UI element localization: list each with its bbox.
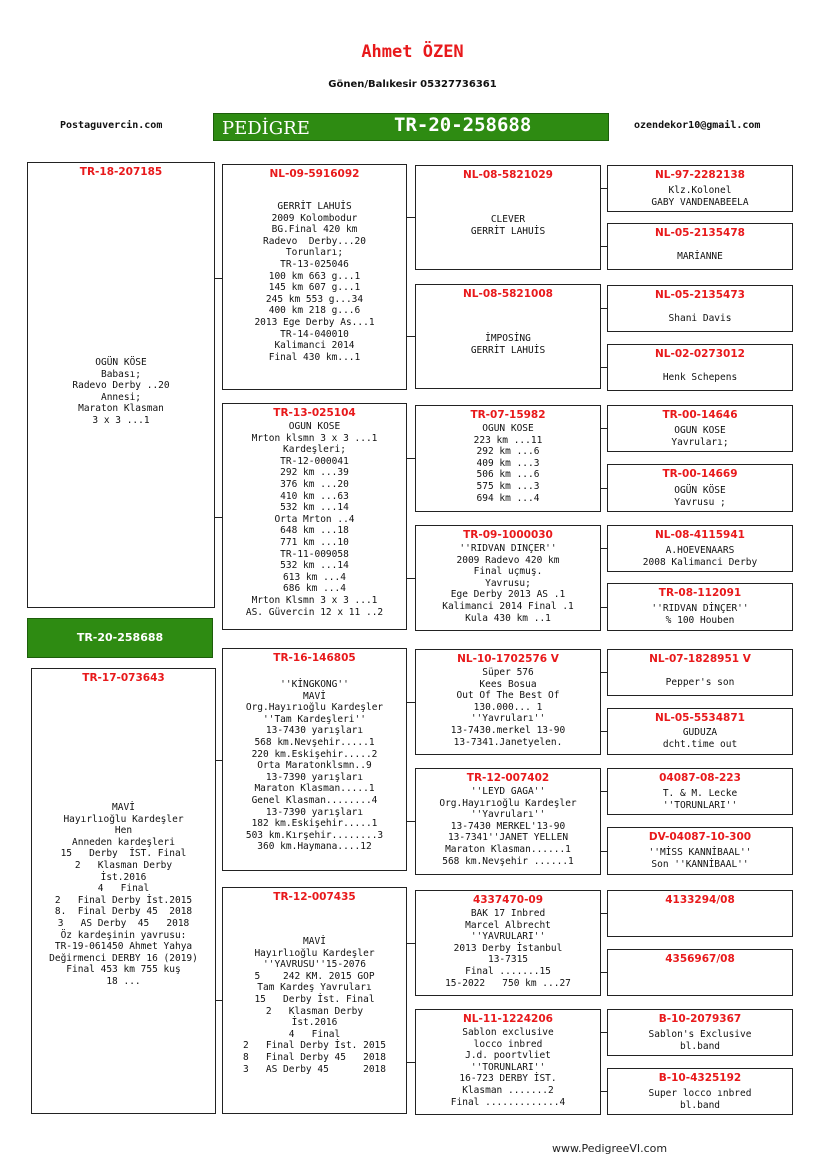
gen4-ring: B-10-4325192 [658,1072,742,1084]
gen3-text: İMPOSİNG GERRİT LAHUİS [470,333,546,356]
gen4-text: GUDUZA dcht.time out [662,727,738,750]
gen3-ring: TR-12-007402 [466,772,550,784]
gen3-box [415,649,601,755]
gen4-box [607,708,793,755]
connector-line [601,913,607,914]
email-label: ozendekor10@gmail.com [634,120,761,131]
gen3-text: CLEVER GERRİT LAHUİS [470,214,546,237]
connector-line [601,428,607,429]
gen3-box [415,1009,601,1115]
gen4-ring: NL-05-2135478 [655,227,745,239]
gen4-box [607,1068,793,1115]
gen4-text: T. & M. Lecke ''TORUNLARI'' [662,788,738,811]
gen4-text: Super locco ınbred bl.band [648,1088,752,1111]
connector-line [601,1032,607,1033]
connector-line [601,972,607,973]
gen3-ring: TR-09-1000030 [463,529,553,541]
connector-line [601,488,607,489]
gen4-box [607,405,793,452]
gen4-text: ''RIDVAN DİNÇER'' % 100 Houben [651,603,749,626]
gen3-text: ''RIDVAN DINÇER'' 2009 Radevo 420 km Final uçmuş. Yavrusu; Ege Derby 2013 AS .1 Kalimanci 2014 Final .1 Kula 430 km ..1 [442,543,574,624]
gen4-ring: B-10-2079367 [658,1013,742,1025]
connector-line [601,188,607,189]
connector-line [407,821,415,822]
gen4-text: Sablon's Exclusive bl.band [648,1029,752,1052]
gen4-box [607,583,793,631]
gen3-text: Sablon exclusive locco inbred J.d. poortvliet ''TORUNLARI'' 16-723 DERBY İST. Klasman .......2 Final .............4 [450,1027,566,1108]
gen2-box [222,648,407,871]
banner-ring: TR-20-258688 [394,114,532,136]
connector-line [601,367,607,368]
footer-brand: www.PedigreeVI.com [552,1142,668,1155]
gen4-ring: TR-00-14669 [662,468,738,480]
gen2-text: MAVİ Hayırlıoğlu Kardeşler ''YAVRUSU''15-2076 5 242 KM. 2015 GOP Tam Kardeş Yavruları 15 Derby İst. Final 2 Klasman Derby İst.2016 4 Final 2 Final Derby İst. 2015 8 Final Derby 45 2018 3 AS Derby 45 2018 [243,936,386,1075]
connector-line [601,851,607,852]
gen4-text: Shani Davis [668,313,732,324]
gen4-ring: NL-97-2282138 [655,169,745,181]
gen3-text: OGUN KOSE 223 km ...11 292 km ...6 409 km ...3 506 km ...6 575 km ...3 694 km ...4 [473,423,543,504]
connector-line [601,246,607,247]
connector-line [407,1062,415,1063]
gen3-ring: 4337470-09 [472,894,544,906]
connector-line [407,943,415,944]
gen4-text: OGÜN KÖSE Yavrusu ; [674,485,726,508]
gen4-ring: 4356967/08 [665,953,735,965]
connector-line [407,458,415,459]
gen4-box [607,649,793,696]
gen4-box [607,1009,793,1056]
breeder-contact: Gönen/Balıkesir 05327736361 [328,79,497,90]
gen4-text: Klz.Kolonel GABY VANDENABEELA [651,185,749,208]
gen4-ring: NL-05-2135473 [655,289,745,301]
gen3-text: ''LEYD GAGA'' Org.Hayırıoğlu Kardeşler ''Yavruları'' 13-7430 MERKEL'13-90 13-7341''JANET YELLEN Maraton Klasman......1 568 km.Nevşehir ......1 [439,786,577,867]
gen2-text: OGUN KOSE Mrton klsmn 3 x 3 ...1 Kardeşleri; TR-12-000041 292 km ...39 376 km ...20 410 km ...63 532 km ...14 Orta Mrton ..4 648 km ...18 771 km ...10 TR-11-009058 532 km ...14 613 km ...4 686 km ...4 Mrton Klsmn 3 x 3 ...1 AS. Güvercin 12 x 11 ..2 [245,421,384,618]
gen4-text: Pepper's son [665,677,735,688]
gen4-ring: TR-08-112091 [658,587,742,599]
sire-box [27,162,215,608]
gen4-text: Henk Schepens [662,372,738,383]
connector-line [215,517,222,518]
gen4-box [607,768,793,815]
gen4-box [607,165,793,212]
gen2-box [222,887,407,1114]
connector-line [407,336,415,337]
gen3-box [415,768,601,875]
gen4-box [607,525,793,572]
gen4-box [607,949,793,996]
gen3-box [415,525,601,631]
connector-line [407,578,415,579]
gen3-box [415,405,601,512]
gen4-text: A.HOEVENAARS 2008 Kalimanci Derby [642,545,758,568]
gen2-ring: TR-16-146805 [273,652,356,664]
gen4-ring: NL-05-5534871 [655,712,745,724]
gen3-ring: TR-07-15982 [470,409,546,421]
connector-line [601,607,607,608]
gen4-text: MARİANNE [677,251,723,262]
connector-line [601,672,607,673]
gen3-ring: NL-08-5821008 [463,288,553,300]
gen4-ring: NL-08-4115941 [655,529,745,541]
subject-ring-box: TR-20-258688 [27,618,213,658]
gen4-box [607,344,793,391]
gen3-box [415,284,601,389]
gen4-box [607,890,793,937]
gen4-text: OGUN KOSE Yavruları; [671,425,729,448]
gen3-ring: NL-08-5821029 [463,169,553,181]
connector-line [216,1000,222,1001]
connector-line [216,760,222,761]
pedigree-banner [213,113,609,141]
gen4-ring: DV-04087-10-300 [648,831,752,843]
gen4-ring: NL-07-1828951 V [649,653,751,665]
gen4-box [607,464,793,512]
banner-word: PEDİGRE [222,118,310,139]
gen2-ring: TR-13-025104 [273,407,356,419]
gen2-ring: NL-09-5916092 [269,168,360,180]
gen3-box [415,890,601,996]
gen2-text: ''KİNGKONG'' MAVİ Org.Hayırıoğlu Kardeşler ''Tam Kardeşleri'' 13-7430 yarışları 568 km.Nevşehir.....1 220 km.Eskişehir.....2 Orta Maratonklsmn..9 13-7390 yarışları Maraton Klasman.....1 Genel Klasman........4 13-7390 yarışları 182 km.Eskişehir.....1 503 km.Kırşehir........3 360 km.Haymana....12 [245,679,384,853]
gen2-box [222,164,407,390]
dam-text: MAVİ Hayırlıoğlu Kardeşler Hen Anneden kardeşleri 15 Derby İST. Final 2 Klasman Derby İst.2016 4 Final 2 Final Derby İst.2015 8. Final Derby 45 2018 3 AS Derby 45 2018 Öz kardeşinin yavrusu: TR-19-061450 Ahmet Yahya Değirmenci DERBY 16 (2019) Final 453 km 755 kuş 18 ... [49,802,198,987]
gen4-ring: NL-02-0273012 [655,348,745,360]
website-label: Postaguvercin.com [60,120,163,131]
gen4-ring: 04087-08-223 [659,772,741,784]
gen2-ring: TR-12-007435 [273,891,356,903]
connector-line [407,217,415,218]
gen4-box [607,285,793,332]
breeder-name: Ahmet ÖZEN [361,42,464,62]
gen3-box [415,165,601,270]
gen3-text: BAK 17 Inbred Marcel Albrecht ''YAVRULARI'' 2013 Derby İstanbul 13-7315 Final .......15 15-2022 750 km ...27 [445,908,571,989]
connector-line [601,791,607,792]
connector-line [601,308,607,309]
gen4-ring: TR-00-14646 [662,409,738,421]
connector-line [215,278,222,279]
gen2-text: GERRİT LAHUİS 2009 Kolombodur BG.Final 420 km Radevo Derby...20 Torunları; TR-13-025046 100 km 663 g...1 145 km 607 g...1 245 km 553 g...34 400 km 218 g...6 2013 Ege Derby As...1 TR-14-040010 Kalimanci 2014 Final 430 km...1 [254,201,375,363]
gen3-text: Süper 576 Kees Bosua Out Of The Best Of 130.000... 1 ''Yavruları'' 13-7430.merkel 13-90 13-7341.Janetyelen. [450,667,566,748]
connector-line [407,702,415,703]
gen2-box [222,403,407,630]
gen3-ring: NL-11-1224206 [463,1013,553,1025]
dam-ring: TR-17-073643 [82,672,165,684]
gen4-ring: 4133294/08 [665,894,735,906]
gen4-box [607,223,793,270]
sire-text: OGÜN KÖSE Babası; Radevo Derby ..20 Annesi; Maraton Klasman 3 x 3 ...1 [72,357,170,426]
connector-line [601,731,607,732]
gen4-text: ''MİSS KANNİBAAL'' Son ''KANNİBAAL'' [648,847,752,870]
gen4-box [607,827,793,875]
dam-box [31,668,216,1114]
sire-ring: TR-18-207185 [79,166,163,178]
connector-line [601,1091,607,1092]
connector-line [601,548,607,549]
gen3-ring: NL-10-1702576 V [457,653,559,665]
